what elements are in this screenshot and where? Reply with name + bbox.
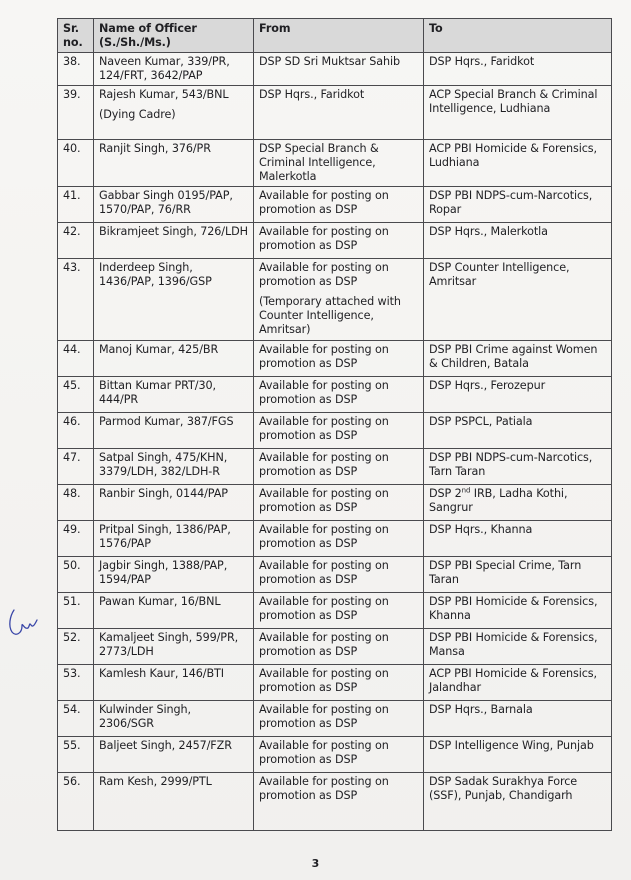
cell-sr-no-text: 46. [63,415,81,428]
cell-from-text: Available for posting on promotion as DSP [259,451,389,478]
cell-officer-name-text: Rajesh Kumar, 543/BNL [99,88,229,101]
cell-to-text: DSP PBI Special Crime, Tarn Taran [429,559,582,586]
page-number: 3 [311,857,320,870]
cell-to-text: DSP PBI Homicide & Forensics, Khanna [429,595,598,622]
cell-sr-no [58,377,94,413]
cell-officer-name [94,665,254,701]
cell-sr-no [58,557,94,593]
cell-from-text: Available for posting on promotion as DSP [259,775,389,802]
cell-to [424,86,612,140]
cell-officer-name-text: Parmod Kumar, 387/FGS [99,415,234,428]
cell-to [424,187,612,223]
cell-sr-no [58,53,94,86]
table-row [58,593,612,629]
header-sr-no [58,19,94,53]
table-row [58,223,612,259]
cell-officer-name [94,485,254,521]
cell-from-text: Available for posting on promotion as DSP [259,631,389,658]
cell-officer-name-text: Baljeet Singh, 2457/FZR [99,739,232,752]
cell-to-text: DSP Hqrs., Faridkot [429,55,535,68]
cell-from-text: Available for posting on promotion as DSP [259,189,389,216]
cell-to [424,737,612,773]
cell-sr-no-text: 48. [63,487,81,500]
cell-to [424,773,612,831]
table-row [58,773,612,831]
cell-from-text: Available for posting on promotion as DSP [259,703,389,730]
table-row [58,53,612,86]
cell-officer-name-text: Ranjit Singh, 376/PR [99,142,211,155]
cell-to [424,449,612,485]
cell-to-text: DSP Counter Intelligence, Amritsar [429,261,570,288]
cell-to [424,413,612,449]
cell-to [424,377,612,413]
cell-to [424,223,612,259]
cell-sr-no [58,86,94,140]
header-to: To [424,19,612,53]
cell-sr-no [58,140,94,187]
cell-to-text: ACP PBI Homicide & Forensics, Ludhiana [429,142,597,169]
cell-sr-no-text: 45. [63,379,81,392]
cell-to-text: DSP Hqrs., Khanna [429,523,533,536]
cell-officer-name [94,259,254,341]
cell-to-text: DSP Hqrs., Barnala [429,703,533,716]
cell-to-text: DSP PBI NDPS-cum-Narcotics, Tarn Taran [429,451,593,478]
table-header-row [58,19,612,53]
table-row [58,629,612,665]
attachment-note: (Temporary attached with Counter Intelligence, Amritsar) [259,295,401,336]
cell-from [254,223,424,259]
table-row [58,449,612,485]
table-row [58,187,612,223]
cell-officer-name [94,557,254,593]
cell-from [254,701,424,737]
cell-officer-name-text: Bittan Kumar PRT/30, 444/PR [99,379,216,406]
cell-sr-no-text: 51. [63,595,81,608]
cell-to [424,557,612,593]
cell-from-text: Available for posting on promotion as DSP [259,523,389,550]
cell-to-text: DSP PBI Homicide & Forensics, Mansa [429,631,598,658]
cell-officer-name [94,449,254,485]
cell-from [254,187,424,223]
cell-to-text: IRB, Ladha Kothi, Sangrur [429,487,568,514]
cell-officer-name [94,187,254,223]
cell-from [254,86,424,140]
table-row [58,86,612,140]
cell-to-text: ACP Special Branch & Criminal Intelligence, Ludhiana [429,88,598,115]
cell-from [254,259,424,341]
cell-from [254,377,424,413]
cell-officer-name [94,701,254,737]
table-row [58,413,612,449]
cell-sr-no-text: 56. [63,775,81,788]
cell-from [254,485,424,521]
cell-sr-no [58,737,94,773]
cell-officer-name [94,629,254,665]
cell-officer-name-text: Ranbir Singh, 0144/PAP [99,487,228,500]
cell-from [254,341,424,377]
cell-sr-no-text: 39. [63,88,81,101]
cell-to-text: DSP Hqrs., Ferozepur [429,379,546,392]
cell-sr-no-text: 42. [63,225,81,238]
cell-to [424,53,612,86]
cell-sr-no [58,773,94,831]
cell-to [424,593,612,629]
cell-sr-no-text: 41. [63,189,81,202]
cell-from-text: Available for posting on promotion as DSP [259,739,389,766]
cell-sr-no [58,413,94,449]
cell-to [424,140,612,187]
header-sr-line1: Sr. [63,22,79,35]
cell-to [424,629,612,665]
cell-sr-no-text: 38. [63,55,81,68]
cell-sr-no-text: 53. [63,667,81,680]
header-name-line1: Name of Officer [99,22,197,35]
cell-officer-name [94,521,254,557]
table-row [58,701,612,737]
cell-from-text: DSP Special Branch & Criminal Intelligence, Malerkotla [259,142,379,183]
cell-from-text: Available for posting on promotion as DSP [259,559,389,586]
cell-officer-name [94,377,254,413]
header-from: From [254,19,424,53]
cell-from-text: Available for posting on promotion as DSP [259,343,389,370]
cell-to [424,701,612,737]
cell-to-text: DSP Sadak Surakhya Force (SSF), Punjab, Chandigarh [429,775,578,802]
cell-from-text: Available for posting on promotion as DSP [259,595,389,622]
cell-sr-no [58,259,94,341]
table-row [58,557,612,593]
cell-to-text: ACP PBI Homicide & Forensics, Jalandhar [429,667,597,694]
table-row [58,485,612,521]
cell-from-text: DSP SD Sri Muktsar Sahib [259,55,400,68]
cell-officer-name-text: Naveen Kumar, 339/PR, 124/FRT, 3642/PAP [99,55,230,82]
officer-transfer-table [57,18,612,831]
header-name-line2: (S./Sh./Ms.) [99,36,171,49]
cell-from [254,413,424,449]
cell-officer-name-text: Pritpal Singh, 1386/PAP, 1576/PAP [99,523,231,550]
cell-sr-no [58,485,94,521]
cell-from [254,629,424,665]
cell-sr-no-text: 49. [63,523,81,536]
cell-from [254,53,424,86]
cell-to-text: DSP Intelligence Wing, Punjab [429,739,594,752]
cell-sr-no [58,665,94,701]
cell-from [254,449,424,485]
table-row [58,665,612,701]
cell-officer-name-text: Kulwinder Singh, 2306/SGR [99,703,191,730]
cell-to [424,485,612,521]
cadre-note: (Dying Cadre) [99,108,176,121]
cell-officer-name-text: Satpal Singh, 475/KHN, 3379/LDH, 382/LDH-R [99,451,228,478]
cell-to-text: DSP PSPCL, Patiala [429,415,533,428]
cell-from-text: Available for posting on promotion as DSP [259,225,389,252]
cell-sr-no [58,187,94,223]
cell-to-prefix: DSP 2 [429,487,462,500]
cell-sr-no-text: 50. [63,559,81,572]
cell-sr-no-text: 43. [63,261,81,274]
cell-from [254,665,424,701]
cell-from [254,521,424,557]
cell-from-text: Available for posting on promotion as DSP [259,667,389,694]
cell-officer-name [94,86,254,140]
cell-sr-no-text: 40. [63,142,81,155]
cell-officer-name-text: Kamaljeet Singh, 599/PR, 2773/LDH [99,631,239,658]
cell-officer-name [94,223,254,259]
cell-from [254,140,424,187]
cell-officer-name-text: Kamlesh Kaur, 146/BTI [99,667,224,680]
table-row [58,341,612,377]
cell-officer-name [94,140,254,187]
cell-officer-name [94,53,254,86]
cell-to [424,341,612,377]
cell-officer-name-text: Ram Kesh, 2999/PTL [99,775,212,788]
cell-sr-no [58,449,94,485]
cell-to [424,521,612,557]
cell-sr-no [58,223,94,259]
cell-sr-no-text: 54. [63,703,81,716]
table-row [58,259,612,341]
cell-from-text: Available for posting on promotion as DSP [259,415,389,442]
cell-sr-no-text: 52. [63,631,81,644]
cell-to-text: DSP PBI Crime against Women & Children, Batala [429,343,598,370]
cell-sr-no-text: 44. [63,343,81,356]
cell-sr-no [58,593,94,629]
cell-from-text: Available for posting on promotion as DSP [259,379,389,406]
signature-initials-icon [4,606,44,642]
cell-to-text: DSP PBI NDPS-cum-Narcotics, Ropar [429,189,593,216]
header-sr-line2: no. [63,36,83,49]
cell-officer-name [94,341,254,377]
cell-from [254,557,424,593]
cell-officer-name [94,737,254,773]
cell-from-text: DSP Hqrs., Faridkot [259,88,365,101]
cell-sr-no [58,341,94,377]
cell-sr-no-text: 55. [63,739,81,752]
cell-officer-name-text: Pawan Kumar, 16/BNL [99,595,221,608]
cell-from [254,737,424,773]
cell-sr-no [58,521,94,557]
cell-from-text: Available for posting on promotion as DSP [259,261,389,288]
cell-from [254,773,424,831]
ordinal-suffix: nd [461,486,471,495]
cell-officer-name [94,773,254,831]
cell-officer-name-text: Gabbar Singh 0195/PAP, 1570/PAP, 76/RR [99,189,233,216]
cell-officer-name-text: Inderdeep Singh, 1436/PAP, 1396/GSP [99,261,212,288]
cell-to [424,259,612,341]
cell-officer-name-text: Bikramjeet Singh, 726/LDH [99,225,248,238]
table-row [58,377,612,413]
cell-sr-no [58,701,94,737]
cell-officer-name [94,413,254,449]
cell-officer-name-text: Jagbir Singh, 1388/PAP, 1594/PAP [99,559,228,586]
cell-sr-no-text: 47. [63,451,81,464]
table-row [58,140,612,187]
cell-from [254,593,424,629]
cell-sr-no [58,629,94,665]
cell-to [424,665,612,701]
cell-officer-name-text: Manoj Kumar, 425/BR [99,343,219,356]
cell-officer-name [94,593,254,629]
header-name-of-officer [94,19,254,53]
table-row [58,737,612,773]
cell-to-text: DSP Hqrs., Malerkotla [429,225,548,238]
cell-from-text: Available for posting on promotion as DSP [259,487,389,514]
table-row [58,521,612,557]
